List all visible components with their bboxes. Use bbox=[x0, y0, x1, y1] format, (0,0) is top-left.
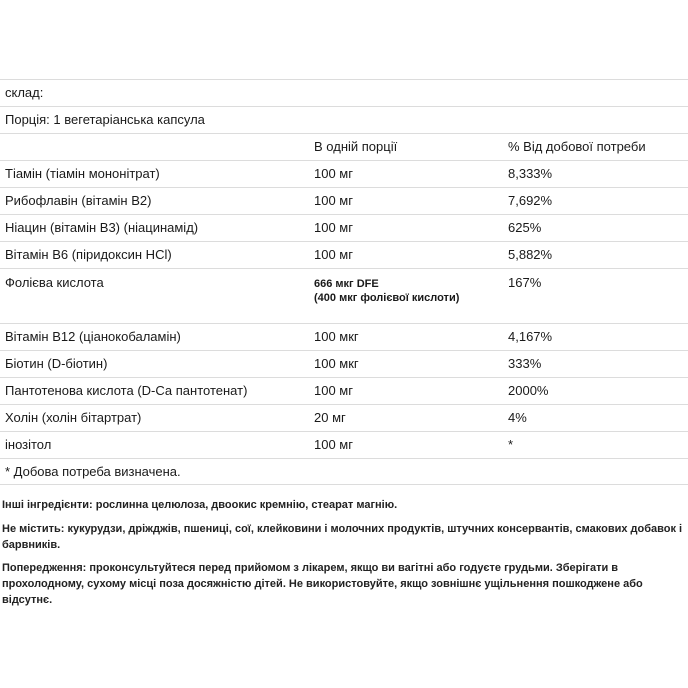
nutrient-name: Біотин (D-біотин) bbox=[5, 356, 108, 371]
table-row bbox=[0, 214, 688, 241]
nutrient-amount-block bbox=[314, 277, 459, 305]
nutrient-daily-value: 8,333% bbox=[508, 166, 553, 181]
nutrient-amount: 100 мг bbox=[314, 166, 353, 181]
nutrient-amount: 100 мг bbox=[314, 220, 353, 235]
nutrient-amount: 100 мг bbox=[314, 193, 353, 208]
nutrient-name: Вітамін В6 (піридоксин HCl) bbox=[5, 247, 172, 262]
table-row bbox=[0, 431, 688, 458]
nutrient-daily-value: 167% bbox=[508, 275, 542, 290]
supplement-facts-table bbox=[0, 79, 688, 485]
nutrient-amount: 100 мг bbox=[314, 437, 353, 452]
other-ingredients-note: Інші інгредієнти: рослинна целюлоза, двоокис кремнію, стеарат магнію. bbox=[2, 499, 398, 511]
nutrient-name: Пантотенова кислота (D-Са пантотенат) bbox=[5, 383, 248, 398]
nutrient-daily-value: 4% bbox=[508, 410, 527, 425]
free-of-note: Не містить: кукурудзи, дріжджів, пшениці, сої, клейковини і молочних продуктів, штучних консервантів, смакових добавок і барвників. bbox=[2, 523, 683, 551]
nutrient-amount: 100 мкг bbox=[314, 329, 359, 344]
table-row bbox=[0, 350, 688, 377]
nutrient-name: Холін (холін бітартрат) bbox=[5, 410, 142, 425]
footnote-row bbox=[0, 458, 688, 485]
table-row bbox=[0, 377, 688, 404]
serving-row bbox=[0, 106, 688, 133]
nutrient-amount: 20 мг bbox=[314, 410, 346, 425]
footnote: * Добова потреба визначена. bbox=[5, 464, 181, 479]
table-row bbox=[0, 160, 688, 187]
nutrient-name: Рибофлавін (вітамін В2) bbox=[5, 193, 152, 208]
composition-row bbox=[0, 79, 688, 106]
composition-label: склад: bbox=[5, 85, 44, 100]
nutrient-daily-value: 5,882% bbox=[508, 247, 553, 262]
table-header-row bbox=[0, 133, 688, 160]
nutrient-daily-value: 2000% bbox=[508, 383, 549, 398]
nutrient-name: Фолієва кислота bbox=[5, 275, 104, 290]
nutrient-name: інозітол bbox=[5, 437, 52, 452]
nutrient-amount-sub: (400 мкг фолієвої кислоти) bbox=[314, 292, 460, 304]
table-row bbox=[0, 404, 688, 431]
per-serving-header: В одній порції bbox=[314, 139, 398, 154]
warning-note: Попередження: проконсультуйтеся перед прийомом з лікарем, якщо ви вагітні або годуєте грудьми. Зберігати в прохолодному, сухому місці поза досяжністю дітей. Не використовуйте, якщо зовнішнє ущільнення пошкоджене або відсутнє. bbox=[2, 562, 643, 606]
nutrient-name: Ніацин (вітамін В3) (ніацинамід) bbox=[5, 220, 199, 235]
table-row bbox=[0, 187, 688, 214]
nutrient-name: Тіамін (тіамін мононітрат) bbox=[5, 166, 160, 181]
nutrient-daily-value: 625% bbox=[508, 220, 542, 235]
nutrient-daily-value: 333% bbox=[508, 356, 542, 371]
nutrient-name: Вітамін B12 (ціанокобаламін) bbox=[5, 329, 181, 344]
nutrient-daily-value: 4,167% bbox=[508, 329, 553, 344]
daily-value-header: % Від добової потреби bbox=[508, 139, 646, 154]
nutrient-daily-value: * bbox=[508, 437, 514, 452]
nutrient-amount: 100 мг bbox=[314, 383, 353, 398]
serving-label: Порція: 1 вегетаріанська капсула bbox=[5, 112, 205, 127]
table-row bbox=[0, 323, 688, 350]
nutrient-amount: 100 мкг bbox=[314, 356, 359, 371]
nutrient-daily-value: 7,692% bbox=[508, 193, 553, 208]
nutrient-amount: 666 мкг DFE bbox=[314, 278, 379, 290]
table-row bbox=[0, 241, 688, 268]
nutrient-amount: 100 мг bbox=[314, 247, 353, 262]
table-row bbox=[0, 268, 688, 323]
